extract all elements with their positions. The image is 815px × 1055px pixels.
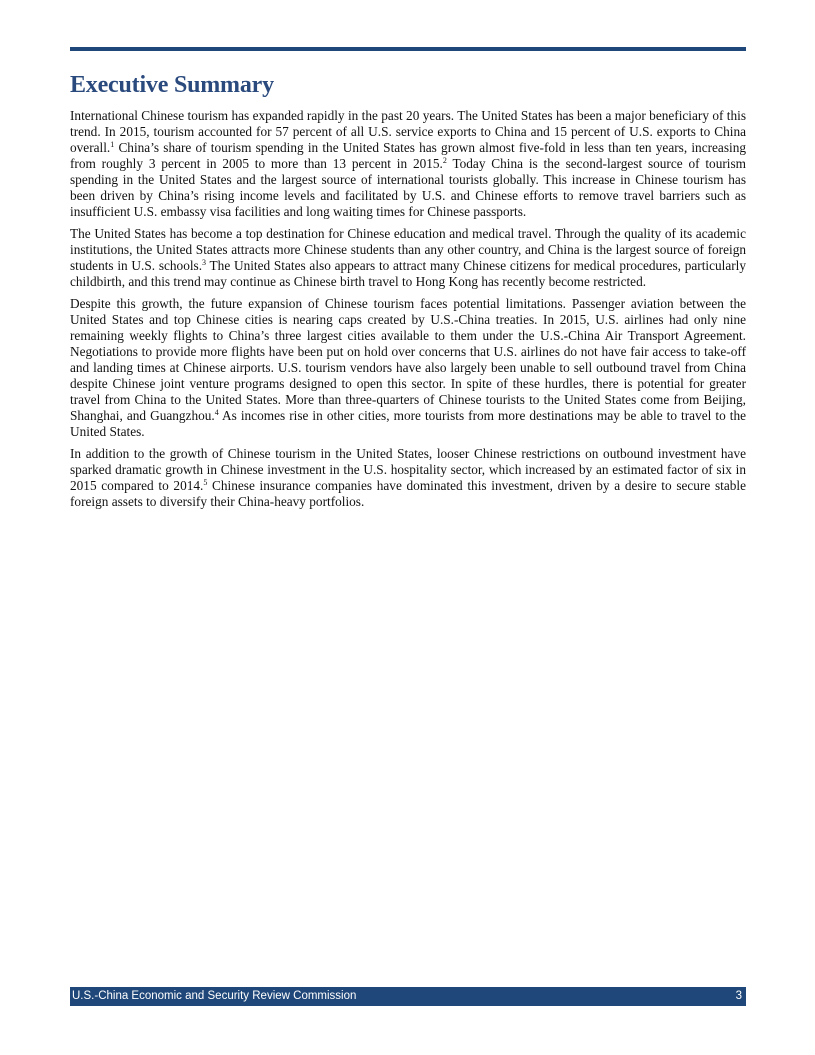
paragraph-text: International Chinese tourism has expanded rapidly in the past 20 years. The United States has been a major beneficiary of this trend. In 2015, tourism accounted for 57 percent of all U.S. service exports to China and 15 percent of U.S. exports to China overall. bbox=[70, 108, 746, 155]
paragraph-text: In addition to the growth of Chinese tourism in the United States, looser Chinese restrictions on outbound investment have sparked dramatic growth in Chinese investment in the U.S. hospitality sector, which increased by an estimated factor of six in 2015 compared to 2014. bbox=[70, 446, 746, 493]
footnote-ref[interactable]: 4 bbox=[214, 408, 219, 417]
footer-organization: U.S.-China Economic and Security Review Commission bbox=[72, 990, 357, 1002]
paragraph-text: The United States also appears to attract many Chinese citizens for medical procedures, particularly childbirth, and this trend may continue as Chinese birth travel to Hong Kong has recently become restricted. bbox=[70, 258, 747, 289]
paragraph bbox=[70, 446, 746, 510]
page-title: Executive Summary bbox=[70, 72, 274, 98]
page-number: 3 bbox=[735, 990, 742, 1002]
paragraph-text: Despite this growth, the future expansion of Chinese tourism faces potential limitations. Passenger aviation between the United States and top Chinese cities is nearing caps created by U.S.-China treaties. In 2015, U.S. airlines had only nine remaining weekly flights to China’s three largest cities available to them under the U.S.-China Air Transport Agreement. Negotiations to provide more flights have been put on hold over concerns that U.S. airlines do not have fair access to take-off and landing times at Chinese airports. U.S. tourism vendors have also largely been unable to sell outbound travel from China despite Chinese joint venture programs designed to open this sector. In spite of these hurdles, there is potential for greater travel from China to the United States. More than three-quarters of Chinese tourists to the United States come from Beijing, Shanghai, and Guangzhou. bbox=[70, 296, 746, 423]
paragraph-text: Chinese insurance companies have dominated this investment, driven by a desire to secure stable foreign assets to diversify their China-heavy portfolios. bbox=[70, 478, 746, 509]
paragraph bbox=[70, 226, 746, 290]
paragraph-text: Today China is the second-largest source of tourism spending in the United States and the largest source of international tourists globally. This increase in Chinese tourism has been driven by China’s rising income levels and facilitated by U.S. and Chinese efforts to remove travel barriers such as insufficient U.S. embassy visa facilities and long waiting times for Chinese passports. bbox=[70, 156, 746, 219]
paragraph-text: China’s share of tourism spending in the United States has grown almost five-fold in less than ten years, increasing from roughly 3 percent in 2005 to more than 13 percent in 2015. bbox=[70, 140, 746, 171]
footnote-ref[interactable]: 1 bbox=[110, 140, 115, 149]
document-body bbox=[70, 108, 746, 516]
footnote-ref[interactable]: 5 bbox=[203, 478, 208, 487]
header-rule bbox=[70, 47, 746, 51]
paragraph bbox=[70, 108, 746, 220]
paragraph bbox=[70, 296, 746, 440]
paragraph-text: The United States has become a top destination for Chinese education and medical travel. Through the quality of its academic institutions, the United States attracts more Chinese students than any other country, and China is the largest source of foreign students in U.S. schools. bbox=[70, 226, 746, 273]
footnote-ref[interactable]: 3 bbox=[202, 258, 207, 267]
footnote-ref[interactable]: 2 bbox=[442, 156, 447, 165]
page-footer bbox=[70, 987, 746, 1006]
paragraph-text: As incomes rise in other cities, more tourists from more destinations may be able to travel to the United States. bbox=[70, 408, 746, 439]
